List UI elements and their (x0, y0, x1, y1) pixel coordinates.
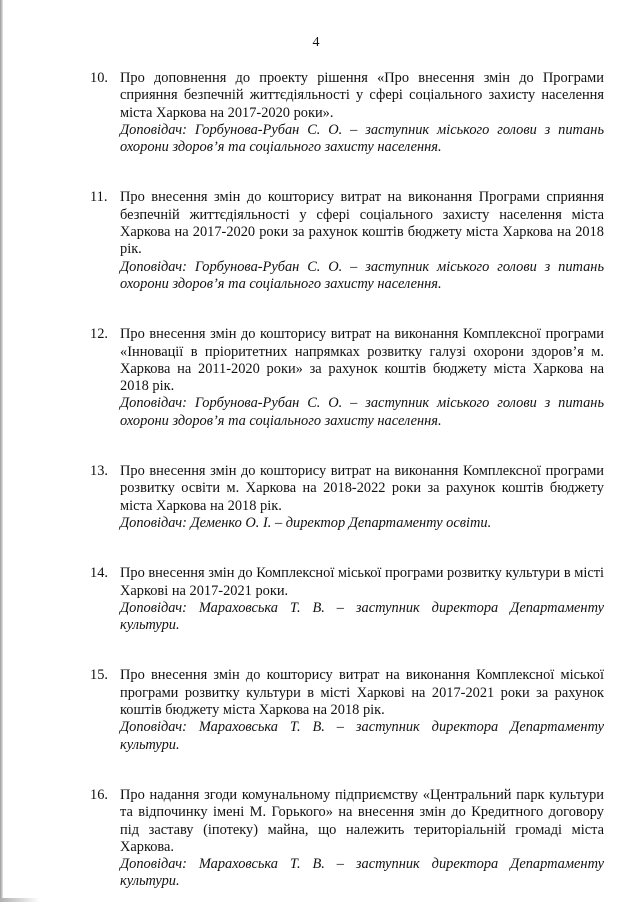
item-number: 10. (90, 70, 108, 86)
agenda-item-13 (90, 463, 604, 532)
agenda-item-14 (90, 565, 604, 634)
item-title: Про доповнення до проекту рішення «Про внесення змін до Програми сприяння безпечній життєдіяльності у сфері соціального захисту населення міста Харкова на 2017-2020 роки». (120, 70, 604, 121)
item-title: Про внесення змін до Комплексної міської програми розвитку культури в місті Харкові на 2017-2021 роки. (120, 565, 604, 599)
item-number: 11. (90, 189, 108, 206)
scan-bottom-mark (0, 898, 40, 902)
agenda-item-16 (90, 787, 604, 891)
item-number: 16. (90, 786, 108, 803)
item-number: 15. (90, 667, 108, 684)
item-speaker: Доповідач: Горбунова-Рубан С. О. – заступник міського голови з питань охорони здоров’я та соціального захисту населення. (120, 121, 604, 156)
agenda-item-10 (90, 70, 604, 156)
item-number: 12. (90, 326, 108, 343)
item-speaker: Доповідач: Мараховська Т. В. – заступник директора Департаменту культури. (120, 856, 604, 890)
scan-left-edge (0, 0, 3, 902)
agenda-list (90, 70, 604, 891)
item-title: Про внесення змін до кошторису витрат на виконання Програми сприяння безпечній життєдіяльності у сфері соціального захисту населення міста Харкова на 2017-2020 роки за рахунок коштів бюджету міста Харкова на 2018 рік. (120, 189, 604, 258)
item-title: Про внесення змін до кошторису витрат на виконання Комплексної програми «Інновації в пріоритетних напрямках розвитку галузі охорони здоров’я м. Харкова на 2011-2020 роки» за рахунок коштів бюджету міста Харкова на 2018 рік. (120, 326, 604, 395)
item-title: Про внесення змін до кошторису витрат на виконання Комплексної міської програми розвитку культури в місті Харкові на 2017-2021 роки за рахунок коштів бюджету міста Харкова на 2018 рік. (120, 667, 604, 719)
item-speaker: Доповідач: Горбунова-Рубан С. О. – заступник міського голови з питань охорони здоров’я та соціального захисту населення. (120, 395, 604, 429)
item-speaker: Доповідач: Горбунова-Рубан С. О. – заступник міського голови з питань охорони здоров’я та соціального захисту населення. (120, 258, 604, 292)
item-speaker: Доповідач: Деменко О. І. – директор Департаменту освіти. (120, 514, 492, 531)
item-speaker: Доповідач: Мараховська Т. В. – заступник директора Департаменту культури. (120, 599, 604, 634)
item-title: Про внесення змін до кошторису витрат на виконання Комплексної програми розвитку освіти м. Харкова на 2018-2022 роки за рахунок коштів бюджету міста Харкова на 2018 рік. (120, 463, 604, 514)
item-speaker: Доповідач: Мараховська Т. В. – заступник директора Департаменту культури. (120, 719, 604, 753)
agenda-item-11 (90, 189, 604, 293)
agenda-item-15 (90, 667, 604, 753)
page-number: 4 (312, 35, 320, 50)
item-title: Про надання згоди комунальному підприємству «Центральний парк культури та відпочинку імені М. Горького» на внесення змін до Кредитного договору під заставу (іпотеку) майна, що належить територіальній громаді міста Харкова. (120, 786, 604, 855)
agenda-item-12 (90, 326, 604, 430)
item-number: 14. (90, 565, 108, 582)
item-number: 13. (90, 463, 108, 480)
